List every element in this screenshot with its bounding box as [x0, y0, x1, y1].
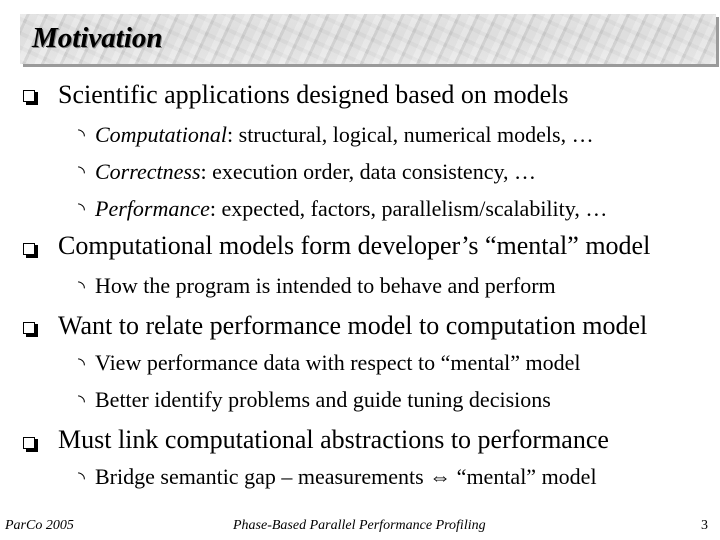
page-number: 3	[701, 518, 708, 533]
circle-bullet-icon: ◝	[78, 277, 85, 297]
sub-term: Correctness	[95, 159, 201, 184]
square-bullet-icon	[23, 243, 35, 255]
square-bullet-icon	[23, 437, 35, 449]
bullet-3-text: Want to relate performance model to computation model	[58, 311, 648, 340]
title-bar	[20, 14, 716, 64]
sub-term: Performance	[95, 196, 210, 221]
circle-bullet-icon: ◝	[78, 125, 85, 145]
bullet-4-sub-1: Bridge semantic gap – measurements ⇔ “mental” model	[95, 464, 597, 489]
sub-rest: : expected, factors, parallelism/scalability, …	[209, 196, 608, 221]
bullet-1-sub-1	[95, 122, 594, 148]
square-bullet-icon	[23, 90, 35, 102]
footer-title: Phase-Based Parallel Performance Profiling	[233, 518, 486, 533]
sub-term: Computational	[95, 122, 228, 147]
bullet-1-text: Scientific applications designed based on models	[58, 80, 569, 109]
bullet-2-sub-1: How the program is intended to behave and perform	[95, 273, 556, 298]
bullet-1-sub-2	[95, 159, 536, 185]
footer-conference: ParCo 2005	[5, 518, 74, 533]
bullet-2-text: Computational models form developer’s “mental” model	[58, 231, 651, 260]
square-bullet-icon	[23, 322, 35, 334]
bullet-3-sub-1: View performance data with respect to “mental” model	[95, 350, 581, 375]
slide-title: Motivation	[32, 22, 163, 54]
bullet-1-sub-3	[95, 196, 607, 222]
circle-bullet-icon: ◝	[78, 354, 85, 374]
sub-rest: : execution order, data consistency, …	[200, 159, 537, 184]
circle-bullet-icon: ◝	[78, 162, 85, 182]
circle-bullet-icon: ◝	[78, 468, 85, 488]
circle-bullet-icon: ◝	[78, 199, 85, 219]
circle-bullet-icon: ◝	[78, 391, 85, 411]
sub-rest: : structural, logical, numerical models, …	[227, 122, 594, 147]
bullet-4-text: Must link computational abstractions to performance	[58, 425, 609, 454]
bullet-3-sub-2: Better identify problems and guide tuning decisions	[95, 387, 551, 412]
